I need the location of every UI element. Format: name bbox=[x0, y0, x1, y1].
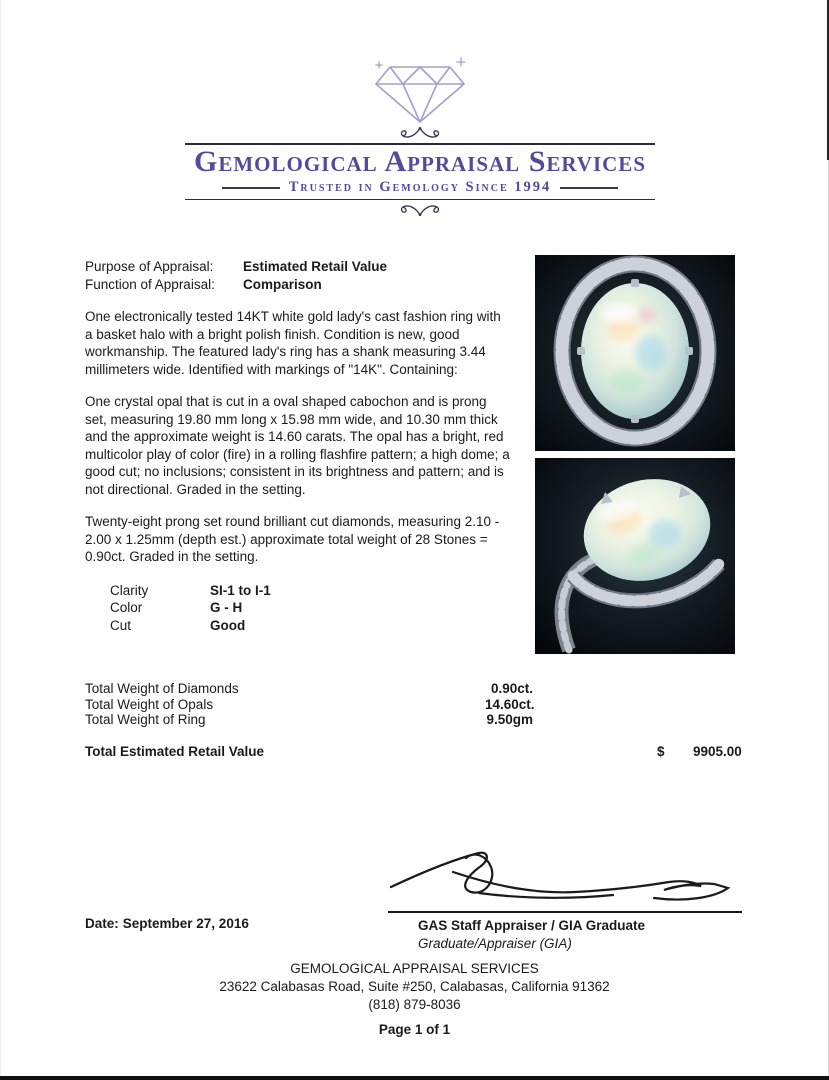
flourish-icon bbox=[397, 126, 443, 141]
function-row bbox=[85, 276, 511, 294]
function-label: Function of Appraisal: bbox=[85, 276, 215, 292]
totals-table bbox=[85, 681, 555, 728]
total-label: Total Weight of Ring bbox=[85, 712, 206, 727]
brand-title: Gemological Appraisal Services bbox=[193, 145, 646, 178]
total-value: 14.60ct. bbox=[485, 696, 535, 712]
tagline-rule-left bbox=[222, 187, 280, 189]
grade-label: Cut bbox=[110, 617, 132, 633]
purpose-value: Estimated Retail Value bbox=[243, 259, 388, 274]
page-number: Page 1 of 1 bbox=[378, 1022, 451, 1037]
date-value: September 27, 2016 bbox=[122, 916, 249, 931]
appraiser-subtitle: Graduate/Appraiser (GIA) bbox=[418, 935, 572, 951]
signature-image bbox=[383, 841, 743, 913]
ring-top-photo bbox=[535, 255, 735, 451]
totals-row bbox=[85, 681, 555, 697]
footer-address: 23622 Calabasas Road, Suite #250, Calabasas, California 91362 bbox=[219, 979, 610, 994]
date-label: Date: bbox=[85, 916, 119, 931]
footer-company: GEMOLOGICAL APPRAISAL SERVICES bbox=[290, 961, 539, 976]
appraiser-block bbox=[418, 917, 645, 952]
tagline-row bbox=[185, 179, 655, 196]
signature-line bbox=[388, 911, 742, 913]
total-label: Total Weight of Diamonds bbox=[85, 681, 239, 696]
retail-value-row bbox=[85, 744, 745, 764]
grade-row bbox=[110, 617, 511, 635]
appraiser-title: GAS Staff Appraiser / GIA Graduate bbox=[418, 918, 646, 933]
header-rule-bottom bbox=[185, 199, 655, 200]
header bbox=[185, 54, 655, 218]
description-paragraph: One electronically tested 14KT white gold lady's cast fashion ring with a basket halo with a bright polish finish. Condition is new, good workmanship. The featured lady's ring has a shank measuring 3.44 millimeters wide. Identified with markings of "14K". Containing: bbox=[85, 309, 501, 377]
brand-tagline: Trusted in Gemology Since 1994 bbox=[288, 179, 552, 195]
function-value: Comparison bbox=[243, 276, 322, 292]
grading-table bbox=[110, 582, 511, 635]
description-paragraph: One crystal opal that is cut in a oval shaped cabochon and is prong set, measuring 19.80 mm long x 15.98 mm wide, and 10.30 mm thick and the approximate weight is 14.60 carats. The opal has a bright, red multicolor play of color (fire) in a rolling flashfire pattern; a high dome; a good cut; no inclusions; consistent in its brightness and pattern; and is not directional. Graded in the setting. bbox=[85, 394, 510, 497]
description-paragraph: Twenty-eight prong set round brilliant cut diamonds, measuring 2.10 - 2.00 x 1.25mm (depth est.) approximate total weight of 28 Stones = 0.90ct. Graded in the setting. bbox=[85, 514, 500, 564]
retail-label: Total Estimated Retail Value bbox=[85, 744, 265, 759]
grade-value: G - H bbox=[210, 600, 243, 615]
scan-edge-bottom bbox=[0, 1076, 829, 1080]
tagline-rule-right bbox=[560, 187, 618, 189]
appraisal-body bbox=[85, 258, 511, 634]
footer-phone: (818) 879-8036 bbox=[368, 997, 461, 1012]
date-row bbox=[85, 916, 253, 931]
total-value: 9.50gm bbox=[486, 712, 533, 727]
totals-row bbox=[85, 697, 555, 713]
grade-value: Good bbox=[210, 617, 246, 633]
total-value: 0.90ct. bbox=[490, 681, 533, 696]
totals-row bbox=[85, 712, 555, 728]
currency-symbol: $ bbox=[657, 744, 665, 759]
diamond-logo-icon bbox=[370, 54, 470, 126]
ring-side-photo bbox=[535, 458, 735, 654]
grade-row bbox=[110, 582, 511, 600]
grade-label: Color bbox=[110, 600, 143, 615]
footer bbox=[0, 960, 829, 1039]
flourish-icon bbox=[397, 201, 443, 218]
grade-row bbox=[110, 599, 511, 617]
grade-value: SI-1 to I-1 bbox=[210, 582, 271, 598]
total-label: Total Weight of Opals bbox=[85, 696, 214, 712]
grade-label: Clarity bbox=[110, 582, 149, 598]
retail-amount: 9905.00 bbox=[693, 744, 742, 759]
purpose-label: Purpose of Appraisal: bbox=[85, 259, 214, 274]
purpose-row bbox=[85, 258, 511, 276]
